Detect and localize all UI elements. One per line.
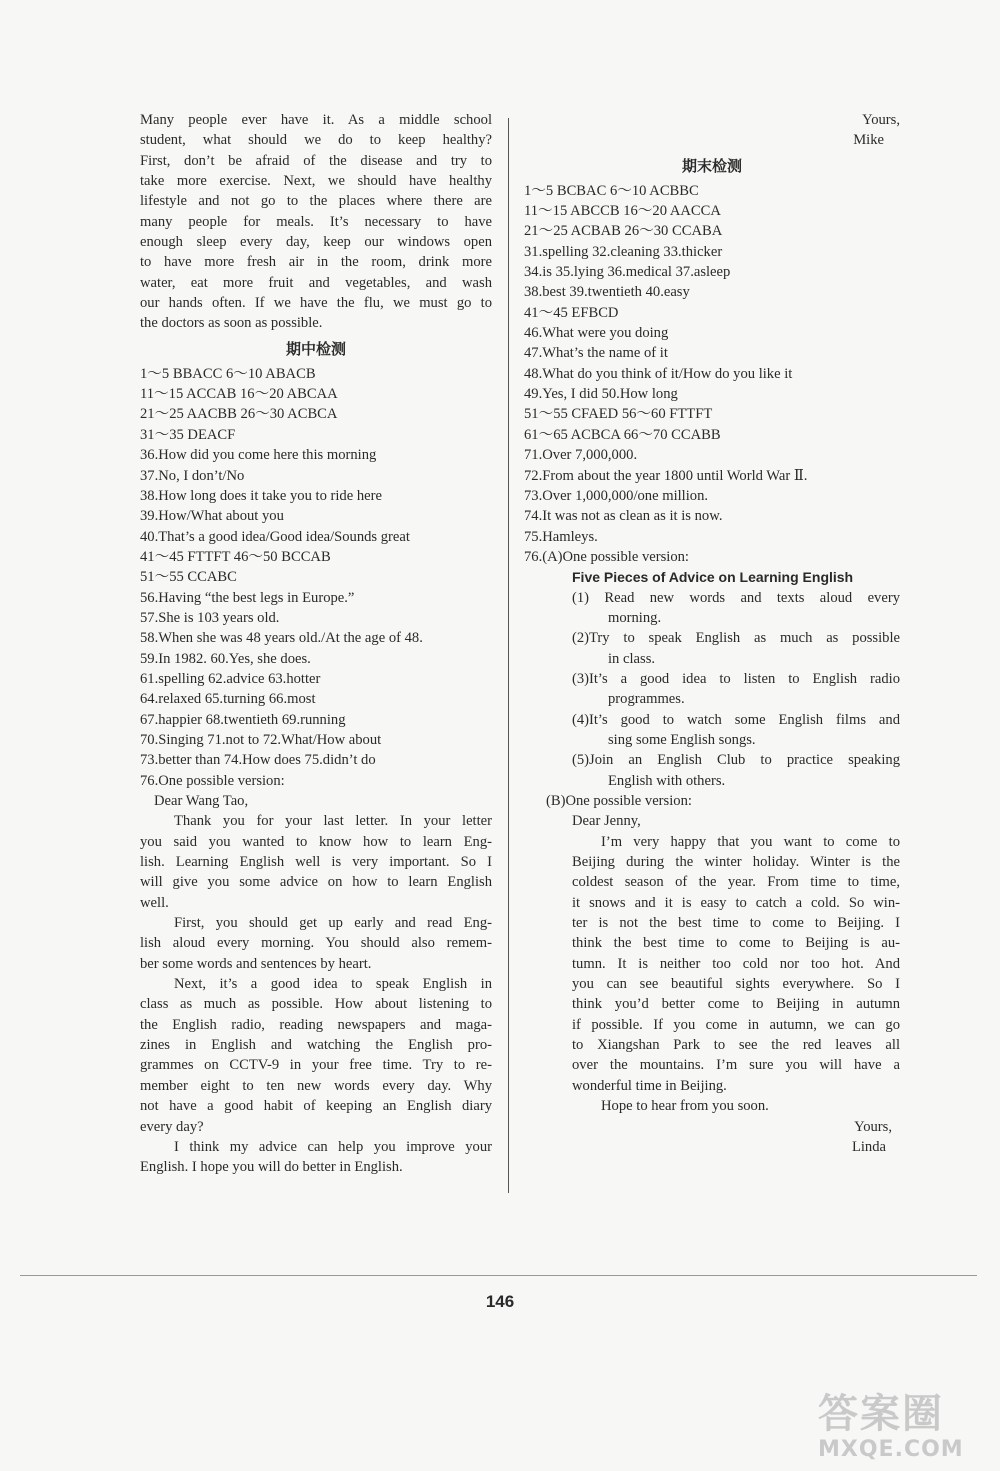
advice-line: (2)Try to speak English as much as possible: [572, 630, 900, 647]
answer-line: 64.relaxed 65.turning 66.most: [140, 691, 316, 708]
advice-line: English with others.: [608, 772, 726, 789]
version-b: (B)One possible version:: [546, 793, 692, 809]
advice-line: programmes.: [608, 691, 685, 708]
midterm-heading: 期中检测: [285, 339, 346, 358]
letter-line: Next, it’s a good idea to speak English in: [174, 976, 492, 993]
answer-line: 41～45 FTTFT 46～50 BCCAB: [140, 548, 331, 565]
letter-line: it snows and it is easy to catch a cold. So win-: [572, 894, 900, 911]
letter-line: not have a good habit of keeping an English diary: [140, 1098, 492, 1115]
letter-line: I think my advice can help you improve your: [174, 1138, 492, 1155]
left-column: [140, 110, 492, 1178]
page-number: 146: [485, 1292, 515, 1311]
final-heading: 期末检测: [681, 156, 742, 175]
advice-line: (4)It’s good to watch some English films and: [572, 711, 900, 728]
intro-line: lifestyle and not go to the places where there are: [140, 193, 492, 210]
signoff-name: Linda: [851, 1138, 886, 1155]
letter-line: lish. Learning English well is very important. So I: [140, 854, 492, 871]
advice-line: in class.: [608, 650, 656, 667]
answer-line: 61.spelling 62.advice 63.hotter: [140, 670, 321, 687]
answer-line: 38.How long does it take you to ride here: [140, 487, 382, 504]
letter-line: think the best time to come to Beijing is au-: [572, 935, 900, 952]
letter-line: member eight to ten new words every day. Why: [140, 1077, 492, 1094]
answer-line: 34.is 35.lying 36.medical 37.asleep: [524, 264, 731, 281]
answer-line: 61～65 ACBCA 66～70 CCABB: [524, 426, 721, 443]
final-answers: [524, 181, 900, 568]
answer-line: 47.What’s the name of it: [524, 345, 668, 362]
letter-line: wonderful time in Beijing.: [572, 1077, 727, 1094]
answer-line: 75.Hamleys.: [524, 528, 598, 545]
answer-line: 73.Over 1,000,000/one million.: [524, 487, 709, 504]
letter-line: coldest season of the year. From time to time,: [572, 874, 900, 891]
letter-line: will give you some advice on how to learn English: [140, 874, 492, 891]
right-letter-body: [524, 832, 900, 1096]
watermark-cn: 答案圈: [818, 1391, 944, 1437]
answer-line: 67.happier 68.twentieth 69.running: [140, 711, 346, 728]
answer-line: 1～5 BCBAC 6～10 ACBBC: [524, 182, 699, 199]
letter-line: Beijing during the winter holiday. Winter is the: [572, 854, 900, 871]
signoff-yours: Yours,: [854, 1118, 892, 1135]
answer-line: 38.best 39.twentieth 40.easy: [524, 284, 690, 301]
watermark-en: MXQE.COM: [818, 1437, 964, 1462]
answer-line: 46.What were you doing: [524, 325, 669, 342]
intro-line: student, what should we do to keep healthy?: [140, 132, 492, 149]
advice-line: morning.: [608, 609, 662, 626]
intro-line: the doctors as soon as possible.: [140, 315, 323, 332]
letter-body: [140, 811, 492, 1177]
intro-line: our hands often. If we have the flu, we must go to: [140, 295, 492, 312]
letter-closing-line: Hope to hear from you soon.: [601, 1098, 769, 1115]
answer-line: 73.better than 74.How does 75.didn’t do: [140, 752, 376, 769]
letter-line: ber some words and sentences by heart.: [140, 955, 372, 972]
letter-line: over the mountains. I’m sure you will have a: [572, 1057, 900, 1074]
answer-line: 11～15 ACCAB 16～20 ABCAA: [140, 386, 338, 403]
answer-line: 56.Having “the best legs in Europe.”: [140, 589, 355, 606]
letter-line: class as much as possible. How about listening to: [140, 996, 492, 1013]
intro-line: take more exercise. Next, we should have healthy: [140, 173, 492, 190]
letter-line: English. I hope you will do better in English.: [140, 1159, 403, 1176]
right-column: [524, 110, 900, 1157]
letter-line: the English radio, reading newspapers and maga-: [140, 1016, 492, 1033]
answer-line: 57.She is 103 years old.: [140, 609, 280, 626]
intro-line: to have more fresh air in the room, drink more: [140, 254, 492, 271]
answer-line: 76.(A)One possible version:: [524, 548, 689, 565]
answer-line: 71.Over 7,000,000.: [524, 447, 638, 464]
answer-line: 76.One possible version:: [140, 772, 285, 789]
answer-line: 21～25 ACBAB 26～30 CCABA: [524, 223, 723, 240]
answer-line: 40.That’s a good idea/Good idea/Sounds great: [140, 528, 410, 545]
letter-line: grammes on CCTV-9 in your free time. Try to re-: [140, 1057, 492, 1074]
intro-line: First, don’t be afraid of the disease and try to: [140, 152, 492, 169]
letter-line: tumn. It is neither too cold nor too hot. And: [572, 955, 900, 972]
answer-line: 59.In 1982. 60.Yes, she does.: [140, 650, 311, 667]
answer-line: 31.spelling 32.cleaning 33.thicker: [524, 243, 723, 260]
right-letter-greeting: Dear Jenny,: [572, 813, 641, 830]
answer-line: 1～5 BBACC 6～10 ABACB: [140, 365, 316, 382]
answer-line: 51～55 CFAED 56～60 FTTFT: [524, 406, 713, 423]
intro-line: water, eat more fruit and vegetables, and wash: [140, 274, 492, 291]
answer-line: 39.How/What about you: [140, 508, 284, 525]
footer-rule: [20, 1275, 977, 1276]
advice-line: (1) Read new words and texts aloud every: [572, 589, 900, 606]
watermark-logo: [818, 1390, 988, 1465]
answer-line: 58.When she was 48 years old./At the age of 48.: [140, 630, 423, 647]
letter-line: every day?: [140, 1118, 204, 1135]
answer-line: 37.No, I don’t/No: [140, 467, 245, 484]
letter-line: First, you should get up early and read Eng-: [174, 915, 492, 932]
intro-line: enough sleep every day, keep our windows open: [140, 234, 492, 251]
advice-line: (3)It’s a good idea to listen to English radio: [572, 670, 900, 687]
advice-line: (5)Join an English Club to practice speaking: [572, 752, 900, 769]
letter-line: Thank you for your last letter. In your letter: [174, 813, 492, 830]
letter-line: if possible. If you come in autumn, we can go: [572, 1016, 900, 1033]
answer-line: 36.How did you come here this morning: [140, 447, 377, 464]
closing-name: Mike: [853, 132, 884, 149]
letter-line: well.: [140, 894, 169, 911]
answer-line: 70.Singing 71.not to 72.What/How about: [140, 731, 382, 748]
intro-line: Many people ever have it. As a middle school: [140, 112, 492, 128]
answer-line: 51～55 CCABC: [140, 569, 237, 586]
advice-title: Five Pieces of Advice on Learning English: [572, 569, 854, 586]
letter-line: you said you wanted to know how to learn Eng-: [140, 833, 492, 850]
letter-line: think you’d better come to Beijing in autumn: [572, 996, 900, 1013]
column-divider: [508, 118, 509, 1193]
answer-line: 48.What do you think of it/How do you like it: [524, 365, 793, 382]
letter-line: to Xiangshan Park to see the red leaves all: [572, 1037, 900, 1054]
answer-line: 72.From about the year 1800 until World War Ⅱ.: [524, 467, 808, 484]
letter-line: lish aloud every morning. You should also remem-: [140, 935, 492, 952]
answer-line: 21～25 AACBB 26～30 ACBCA: [140, 406, 338, 423]
closing-yours: Yours,: [862, 112, 900, 128]
letter-line: ter is not the best time to come to Beijing. I: [572, 915, 900, 932]
answer-line: 41～45 EFBCD: [524, 304, 619, 321]
intro-paragraph: [140, 110, 492, 334]
letter-line: you can see beautiful sights everywhere. So I: [572, 976, 900, 993]
answer-line: 74.It was not as clean as it is now.: [524, 508, 723, 525]
letter-line: I’m very happy that you want to come to: [601, 833, 900, 850]
letter-greeting: Dear Wang Tao,: [154, 793, 249, 809]
midterm-answers: [140, 364, 492, 791]
intro-line: many people for meals. It’s necessary to have: [140, 213, 492, 230]
answer-line: 31～35 DEACF: [140, 426, 236, 443]
advice-line: sing some English songs.: [608, 731, 756, 748]
answer-line: 11～15 ABCCB 16～20 AACCA: [524, 203, 721, 220]
advice-list: [524, 588, 900, 791]
letter-line: zines in English and watching the English pro-: [140, 1037, 492, 1054]
answer-line: 49.Yes, I did 50.How long: [524, 386, 678, 403]
